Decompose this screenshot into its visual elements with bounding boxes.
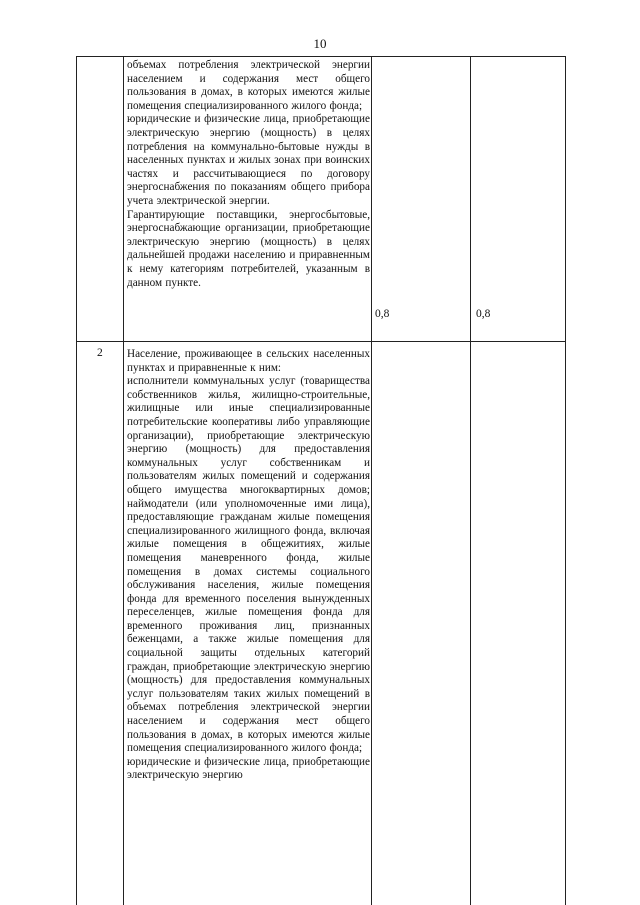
- row-1-description: [127, 59, 370, 290]
- column-divider: [123, 57, 124, 905]
- tariff-table: [76, 56, 566, 905]
- row-divider: [77, 341, 565, 342]
- paragraph: Население, проживающее в сельских населенных пунктах и приравненные к ним:: [127, 348, 370, 374]
- row-2-number: 2: [97, 347, 103, 359]
- page-number: 10: [313, 36, 327, 51]
- column-divider: [371, 57, 372, 905]
- paragraph: юридические и физические лица, приобретающие электрическую энергию: [127, 755, 370, 782]
- paragraph: юридические и физические лица, приобретающие электрическую энергию (мощность) в целях потребления на коммунально-бытовые нужды в населенных пунктах и жилых зонах при воинских частях и рассчитывающиеся по договору энергоснабжения по показаниям общего прибора учета электрической энергии.: [127, 113, 370, 207]
- row-2-description: [127, 348, 370, 783]
- row-1-value-a: 0,8: [375, 308, 390, 320]
- row-1-value-b: 0,8: [476, 308, 491, 320]
- paragraph: объемах потребления электрической энергии населением и содержания мест общего пользования в домах, в которых имеются жилые помещения специализированного жилого фонда;: [127, 59, 370, 112]
- column-divider: [470, 57, 471, 905]
- paragraph: исполнители коммунальных услуг (товарищества собственников жилья, жилищно-строительные, жилищные или иные специализированные потребительские кооперативы либо управляющие организации), приобретающие электрическую энергию (мощность) для предоставления коммунальных услуг собственникам и пользователям жилых помещений и содержания общего имущества многоквартирных домов; наймодатели (или уполномоченные ими лица), предоставляющие гражданам жилые помещения специализированного жилищного фонда, включая жилые помещения в общежитиях, жилые помещения маневренного фонда, жилые помещения в домах системы социального обслуживания населения, жилые помещения фонда для временного поселения вынужденных переселенцев, жилые помещения фонда для временного проживания лиц, признанных беженцами, а также жилые помещения для социальной защиты отдельных категорий граждан, приобретающие электрическую энергию (мощность) для предоставления коммунальных услуг пользователям таких жилых помещений в объемах потребления электрической энергии населением и содержания мест общего пользования в домах, в которых имеются жилые помещения специализированного жилого фонда;: [127, 375, 370, 755]
- paragraph: Гарантирующие поставщики, энергосбытовые, энергоснабжающие организации, приобретающие электрическую энергию (мощность) в целях дальнейшей продажи населению и приравненным к нему категориям потребителей, указанным в данном пункте.: [127, 208, 370, 289]
